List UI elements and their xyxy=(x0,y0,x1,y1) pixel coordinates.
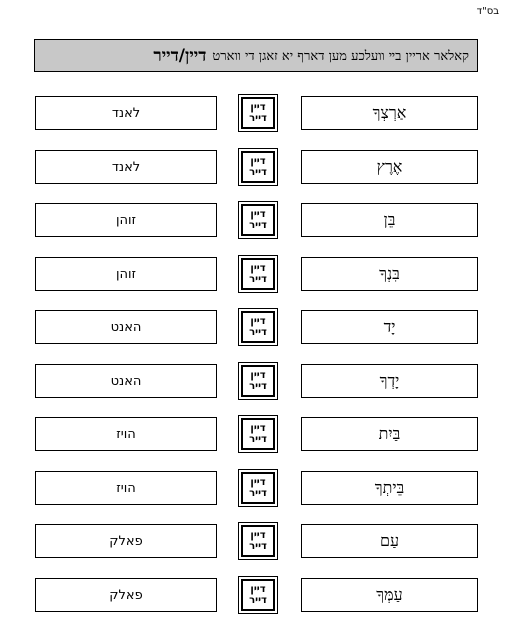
worksheet-row xyxy=(0,364,509,400)
bsd-header: בס"ד xyxy=(476,6,499,17)
worksheet-row xyxy=(0,203,509,239)
option-deyr[interactable]: דייר xyxy=(249,220,267,231)
color-choice-box[interactable] xyxy=(238,201,278,239)
option-deyn[interactable]: דיין xyxy=(250,263,266,274)
option-deyn[interactable]: דיין xyxy=(250,316,266,327)
option-deyn[interactable]: דיין xyxy=(250,370,266,381)
option-deyn[interactable]: דיין xyxy=(250,477,266,488)
worksheet-row xyxy=(0,578,509,614)
option-deyr[interactable]: דייר xyxy=(249,167,267,178)
option-deyr[interactable]: דייר xyxy=(249,381,267,392)
answer-box: האנט xyxy=(35,364,217,398)
option-deyr[interactable]: דייר xyxy=(249,113,267,124)
color-choice-box[interactable] xyxy=(238,469,278,507)
answer-box: הויז xyxy=(35,471,217,505)
hebrew-word-box: בֵּן xyxy=(301,203,478,237)
choice-options xyxy=(241,311,275,343)
worksheet-row xyxy=(0,524,509,560)
choice-options xyxy=(241,204,275,236)
choice-options xyxy=(241,525,275,557)
option-deyr[interactable]: דייר xyxy=(249,274,267,285)
answer-box: לאנד xyxy=(35,150,217,184)
option-deyr[interactable]: דייר xyxy=(249,488,267,499)
hebrew-word-box: בִּנְךָ xyxy=(301,257,478,291)
instruction-title-bar xyxy=(34,39,478,72)
target-words: דיין/דייר xyxy=(153,45,207,66)
worksheet-row xyxy=(0,96,509,132)
option-deyr[interactable]: דייר xyxy=(249,595,267,606)
color-choice-box[interactable] xyxy=(238,522,278,560)
hebrew-word-box: אַרְצְךָ xyxy=(301,96,478,130)
option-deyr[interactable]: דייר xyxy=(249,541,267,552)
option-deyn[interactable]: דיין xyxy=(250,423,266,434)
choice-options xyxy=(241,97,275,129)
choice-options xyxy=(241,579,275,611)
option-deyn[interactable]: דיין xyxy=(250,530,266,541)
option-deyr[interactable]: דייר xyxy=(249,434,267,445)
choice-options xyxy=(241,472,275,504)
color-choice-box[interactable] xyxy=(238,94,278,132)
hebrew-word-box: בֵּיתְךָ xyxy=(301,471,478,505)
answer-box: זוהן xyxy=(35,257,217,291)
option-deyn[interactable]: דיין xyxy=(250,209,266,220)
answer-box: הויז xyxy=(35,417,217,451)
color-choice-box[interactable] xyxy=(238,576,278,614)
hebrew-word-box: אֶרֶץ xyxy=(301,150,478,184)
choice-options xyxy=(241,258,275,290)
option-deyn[interactable]: דיין xyxy=(250,102,266,113)
hebrew-word-box: עַם xyxy=(301,524,478,558)
color-choice-box[interactable] xyxy=(238,362,278,400)
option-deyn[interactable]: דיין xyxy=(250,584,266,595)
worksheet-row xyxy=(0,150,509,186)
worksheet-row xyxy=(0,310,509,346)
answer-box: פאלק xyxy=(35,578,217,612)
choice-options xyxy=(241,418,275,450)
worksheet-row xyxy=(0,471,509,507)
hebrew-word-box: עַמְּךָ xyxy=(301,578,478,612)
choice-options xyxy=(241,365,275,397)
hebrew-word-box: יָד xyxy=(301,310,478,344)
worksheet-row xyxy=(0,417,509,453)
worksheet-row xyxy=(0,257,509,293)
instruction-text: קאלאר אריין בײ װעלכע מען דארף יא זאגן די װארט xyxy=(212,48,469,64)
hebrew-word-box: יָדְךָ xyxy=(301,364,478,398)
hebrew-word-box: בַּיִת xyxy=(301,417,478,451)
answer-box: זוהן xyxy=(35,203,217,237)
option-deyr[interactable]: דייר xyxy=(249,327,267,338)
choice-options xyxy=(241,151,275,183)
color-choice-box[interactable] xyxy=(238,148,278,186)
answer-box: לאנד xyxy=(35,96,217,130)
color-choice-box[interactable] xyxy=(238,415,278,453)
answer-box: פאלק xyxy=(35,524,217,558)
option-deyn[interactable]: דיין xyxy=(250,156,266,167)
color-choice-box[interactable] xyxy=(238,255,278,293)
answer-box: האנט xyxy=(35,310,217,344)
color-choice-box[interactable] xyxy=(238,308,278,346)
